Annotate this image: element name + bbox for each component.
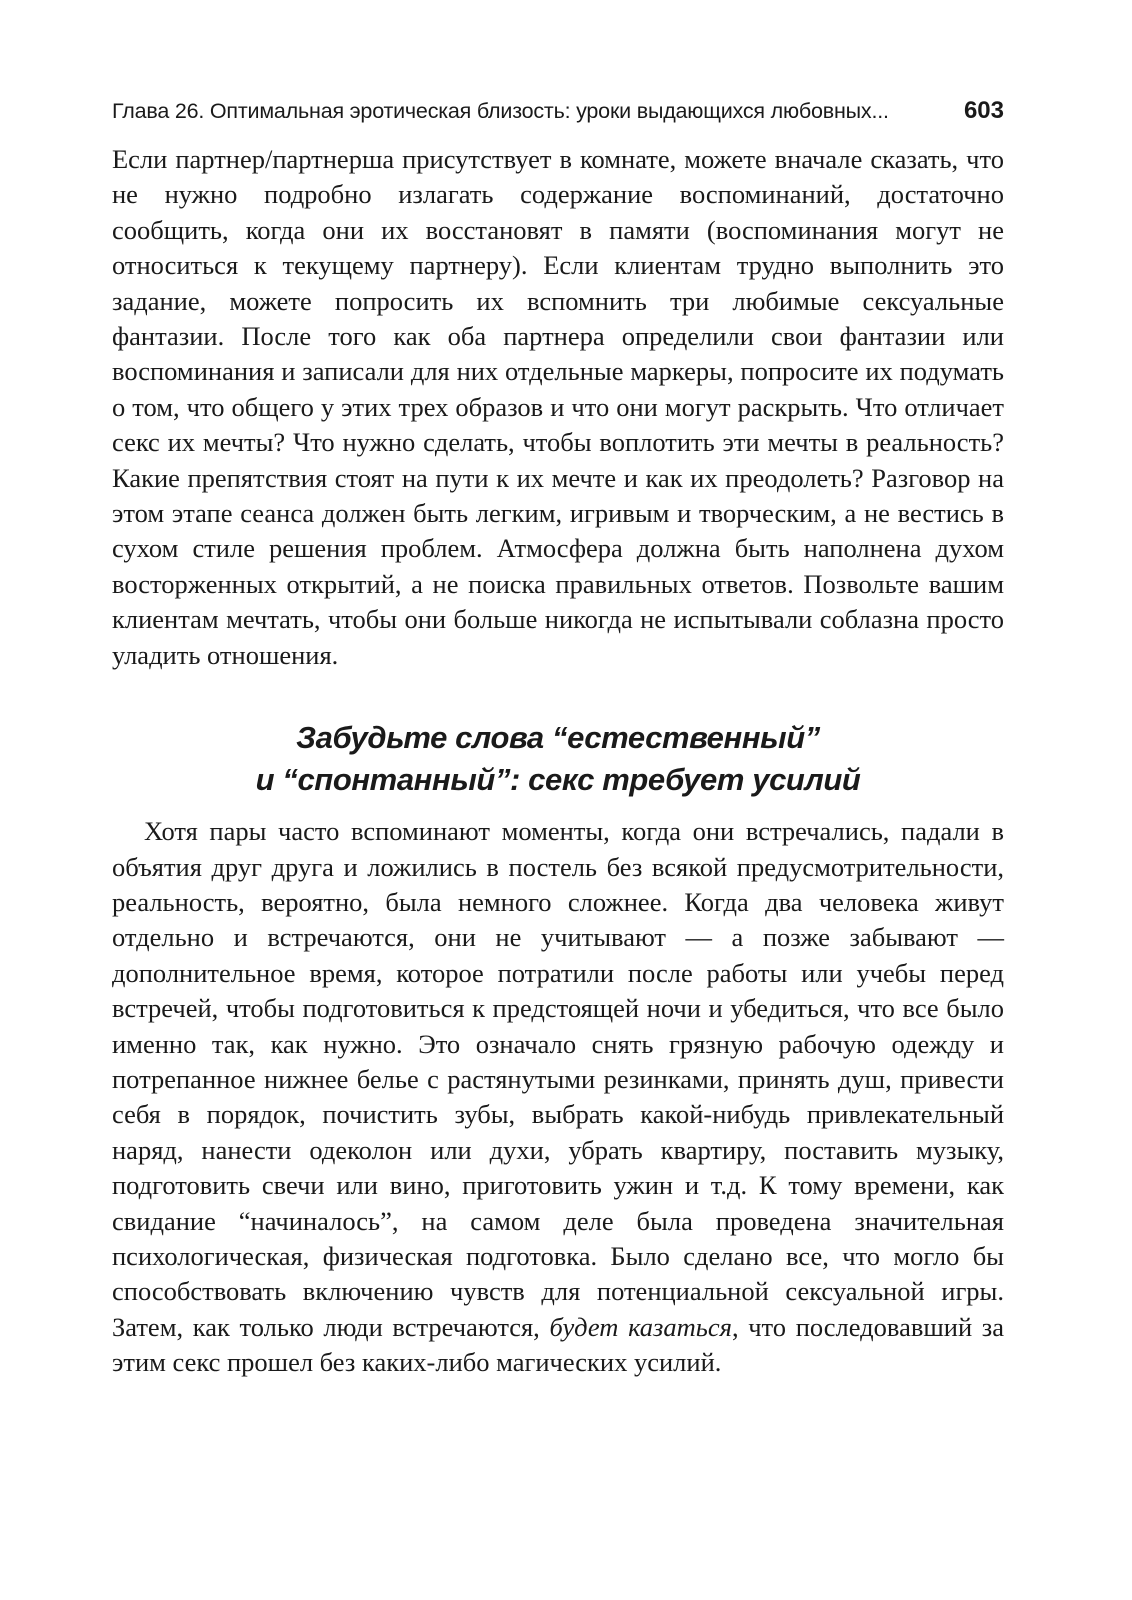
section-heading bbox=[112, 717, 1004, 801]
paragraph-2-emphasis: будет казаться bbox=[549, 1311, 732, 1342]
paragraph-2-text-end: , что последовавший за этим секс прошел без каких-либо магических усилий. bbox=[112, 1311, 1005, 1378]
page-number: 603 bbox=[963, 97, 1004, 124]
paragraph-1: Если партнер/партнерша присутствует в комнате, можете вначале сказать, что не нужно подробно излагать содержание воспоминаний, достаточно сообщить, когда они их восстановят в памяти (воспоминания могут не относиться к текущему партнеру). Если клиентам трудно выполнить это задание, можете попросить их вспомнить три любимые сексуальные фантазии. После того как оба партнера определили свои фантазии или воспоминания и записали для них отдельные маркеры, попросите их подумать о том, что общего у этих трех образов и что они могут раскрыть. Что отличает секс их мечты? Что нужно сделать, чтобы воплотить эти мечты в реальность? Какие препятствия стоят на пути к их мечте и как их преодолеть? Разговор на этом этапе сеанса должен быть легким, игривым и творческим, а не вестись в сухом стиле решения проблем. Атмосфера должна быть наполнена духом восторженных открытий, а не поиска правильных ответов. Позвольте вашим клиентам мечтать, чтобы они больше никогда не испытывали соблазна просто уладить отношения. bbox=[112, 144, 1004, 670]
running-head-title: Глава 26. Оптимальная эротическая близость: уроки выдающихся любовных... bbox=[112, 99, 889, 123]
book-page bbox=[112, 98, 1004, 1381]
running-head bbox=[112, 98, 1004, 124]
section-heading-line-2: и “спонтанный”: секс требует усилий bbox=[255, 762, 861, 798]
paragraph-2-text-start: Хотя пары часто вспоминают моменты, когда они встречались, падали в объятия друг друга и ложились в постель без всякой предусмотрительности, реальность, вероятно, была немного сложнее. Когда два человека живут отдельно и встречаются, они не учитывают — а позже забывают — дополнительное время, которое потратили после работы или учебы перед встречей, чтобы подготовиться к предстоящей ночи и убедиться, что все было именно так, как нужно. Это означало снять грязную рабочую одежду и потрепанное нижнее белье с растянутыми резинками, принять душ, привести себя в порядок, почистить зубы, выбрать какой-нибудь привлекательный наряд, нанести одеколон или духи, убрать квартиру, поставить музыку, подготовить свечи или вино, приготовить ужин и т.д. К тому времени, как свидание “начиналось”, на самом деле была проведена значительная психологическая, физическая подготовка. Было сделано все, что могло бы способствовать включению чувств для потенциальной сексуальной игры. Затем, как только люди встречаются, bbox=[112, 816, 1004, 1342]
paragraph-2 bbox=[112, 814, 1004, 1381]
section-heading-line-1: Забудьте слова “естественный” bbox=[296, 720, 820, 756]
